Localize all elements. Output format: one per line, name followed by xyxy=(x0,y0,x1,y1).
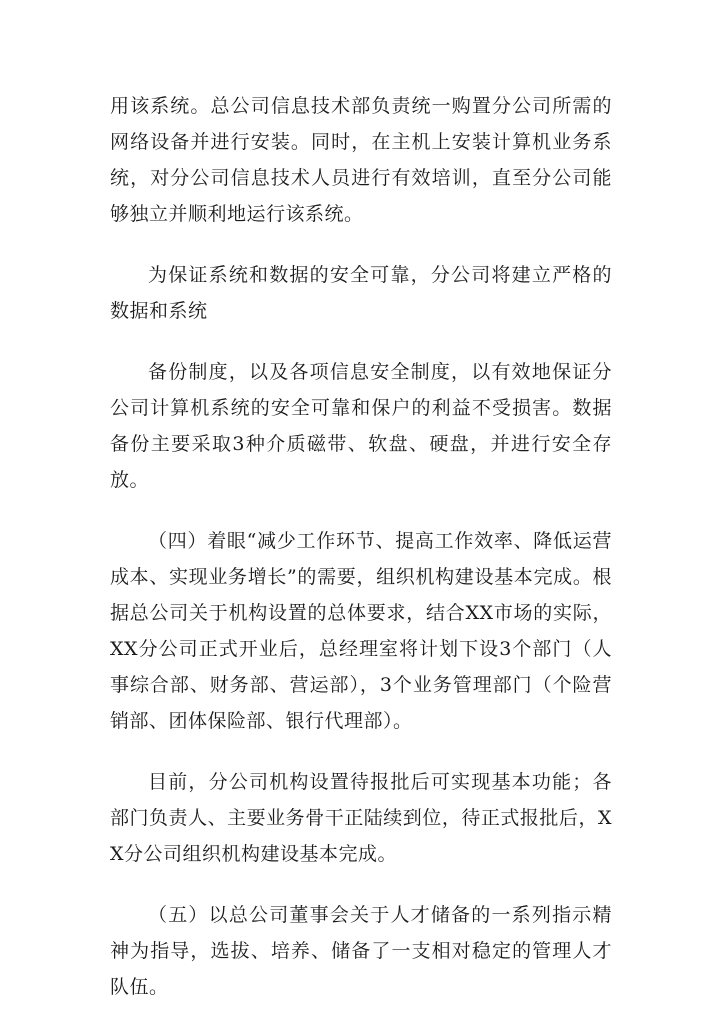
paragraph-3: 备份制度，以及各项信息安全制度，以有效地保证分公司计算机系统的安全可靠和保户的利益不受损害。数据备份主要采取3种介质磁带、软盘、硬盘，并进行安全存放。 xyxy=(110,361,612,491)
paragraph-4: （四）着眼“减少工作环节、提高工作效率、降低运营成本、实现业务增长”的需要，组织机构建设基本完成。根据总公司关于机构设置的总体要求，结合XX市场的实际，XX分公司正式开业后，总经理室将计划下设3个部门（人事综合部、财务部、营运部），3个业务管理部门（个险营销部、团体保险部、银行代理部）。 xyxy=(110,530,612,732)
paragraph-2: 为保证系统和数据的安全可靠，分公司将建立严格的数据和系统 xyxy=(110,264,612,322)
paragraph-1: 用该系统。总公司信息技术部负责统一购置分公司所需的网络设备并进行安装。同时，在主机上安装计算机业务系统，对分公司信息技术人员进行有效培训，直至分公司能够独立并顺利地运行该系统。 xyxy=(110,95,612,225)
document-page xyxy=(110,88,612,1030)
paragraph-6: （五）以总公司董事会关于人才储备的一系列指示精神为指导，选拔、培养、储备了一支相对稳定的管理人才队伍。 xyxy=(110,904,612,998)
paragraph-5: 目前，分公司机构设置待报批后可实现基本功能；各部门负责人、主要业务骨干正陆续到位，待正式报批后，XX分公司组织机构建设基本完成。 xyxy=(110,771,612,865)
